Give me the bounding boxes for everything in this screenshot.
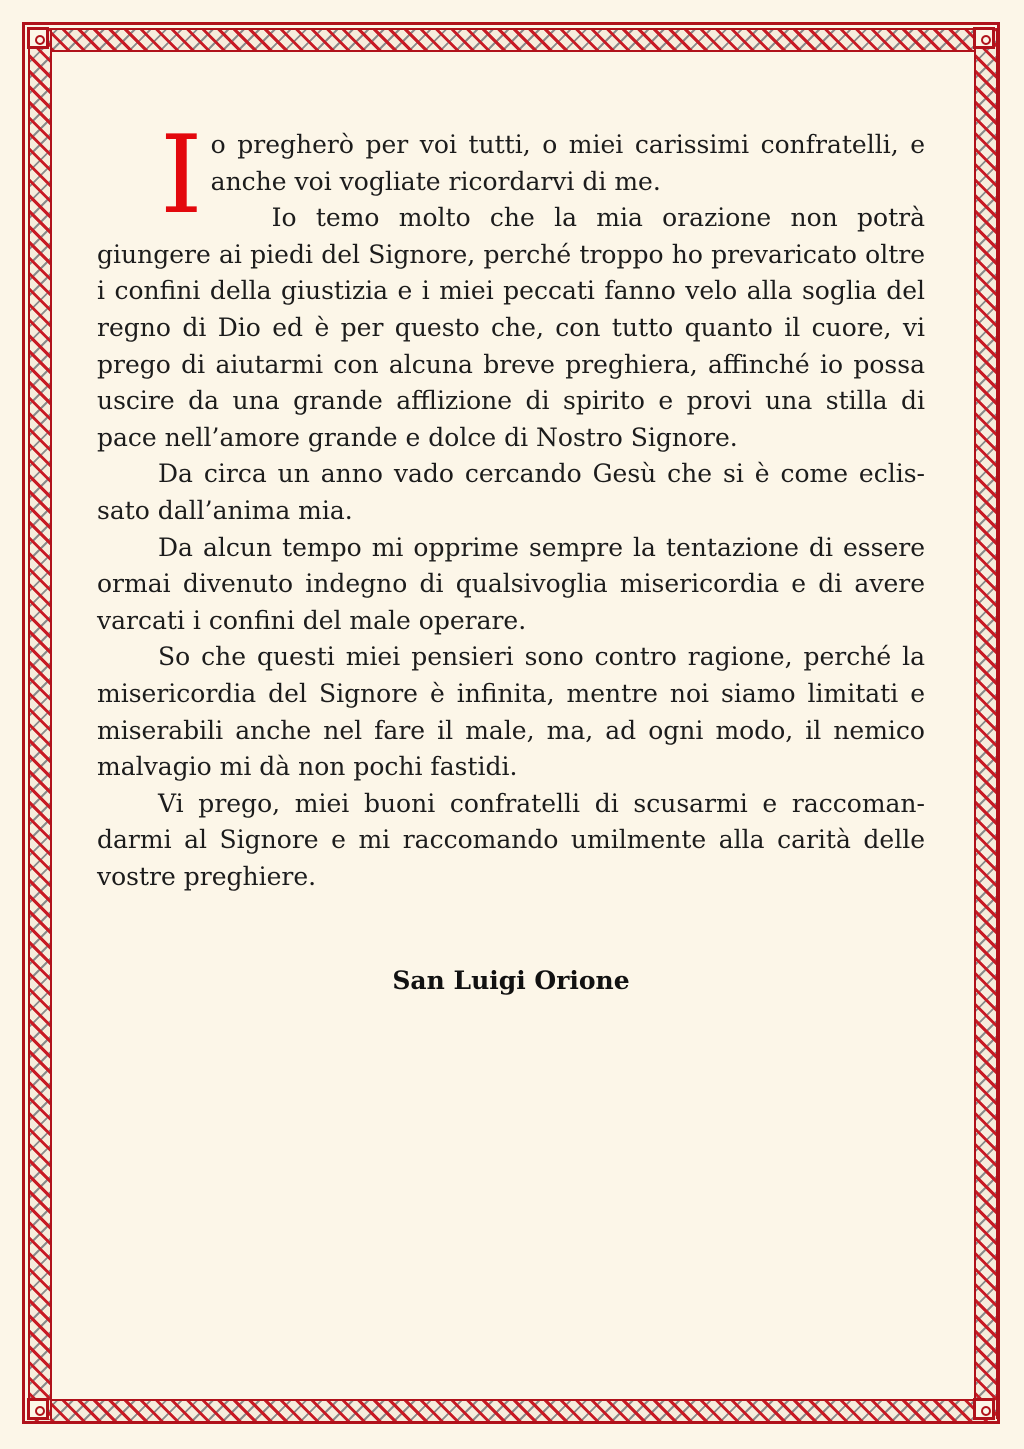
border-chain-bottom (28, 1399, 994, 1423)
paragraph-1-text: o pregherò per voi tutti, o miei carissimi confratelli, e anche voi vogliate ricordarvi di me. (210, 130, 925, 196)
paragraph-4: Da alcun tempo mi opprime sempre la tentazione di essere ormai divenuto indegno di qualsivoglia misericordia e di avere varcati i confini del male operare. (97, 532, 925, 635)
border-chain-left (28, 28, 52, 1419)
corner-ornament-bottom-right (973, 1398, 995, 1420)
signature: San Luigi Orione (392, 966, 630, 995)
paragraph-1 (97, 113, 925, 238)
corner-ornament-bottom-left (27, 1398, 49, 1420)
letter-body (97, 113, 925, 895)
dropcap: I (160, 113, 203, 238)
paragraph-5: So che questi miei pensieri sono contro ragione, perché la misericordia del Signore è infinita, mentre noi siamo limitati e miserabili anche nel fare il male, ma, ad ogni modo, il nemico malvagio mi dà non pochi fastidi. (97, 642, 925, 782)
corner-ornament-top-left (27, 27, 49, 49)
paragraph-6: Vi prego, miei buoni confratelli di scusarmi e raccomandarmi al Signore e mi raccomando umilmente alla carità delle vostre preghiere. (97, 788, 925, 891)
paragraph-2: Io temo molto che la mia orazione non potrà giungere ai piedi del Signore, perché troppo ho prevaricato oltre i confini della giustizia e i miei peccati fanno velo alla soglia del regno di Dio ed è per questo che, con tutto quanto il cuore, vi prego di aiutarmi con alcuna breve preghiera, affinché io possa uscire da una grande afflizione di spirito e provi una stilla di pace nell’amore grande e dolce di Nostro Signore. (97, 203, 925, 452)
border-chain-top (28, 28, 994, 52)
border-chain-right (974, 28, 998, 1419)
corner-ornament-top-right (973, 27, 995, 49)
paragraph-3: Da circa un anno vado cercando Gesù che si è come eclissato dall’anima mia. (97, 459, 925, 525)
